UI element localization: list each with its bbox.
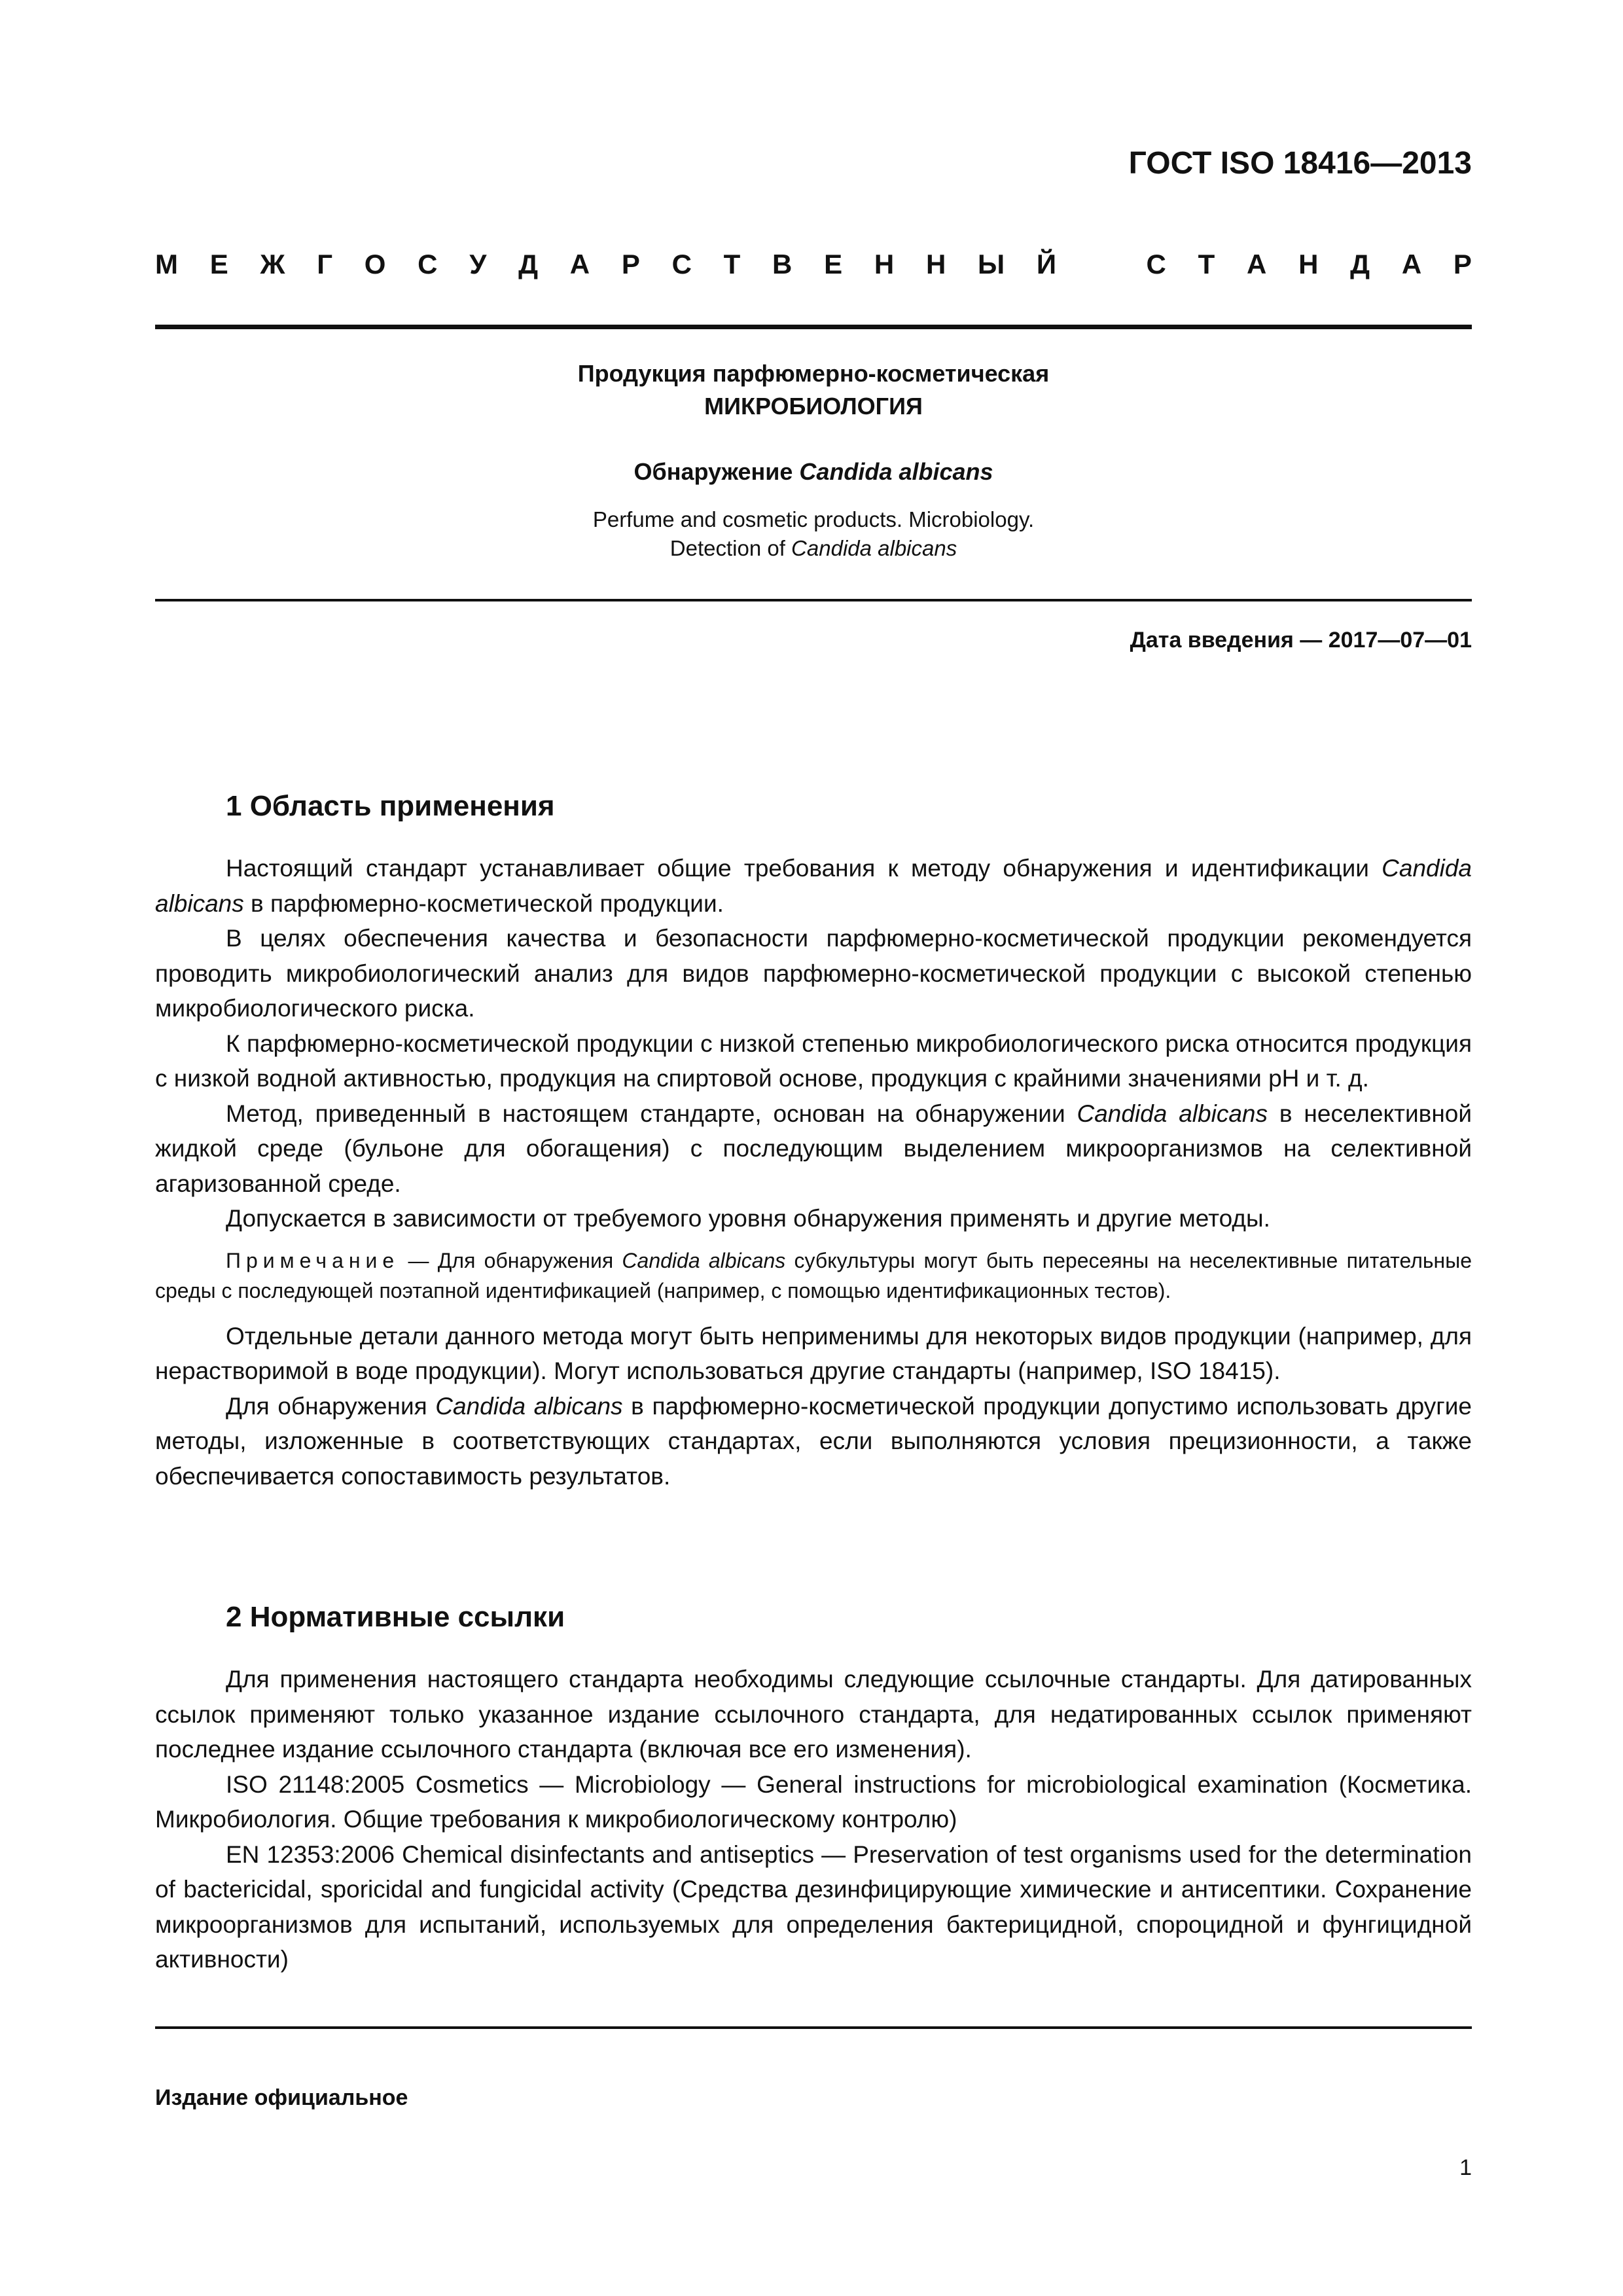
paragraph: Для применения настоящего стандарта необходимы следующие ссылочные стандарты. Для датированных ссылок применяют только указанное издание ссылочного стандарта, для недатированных ссылок применяют последнее издание ссылочного стандарта (включая все его изменения). <box>155 1666 1472 1763</box>
heading-letter: Н <box>925 249 946 279</box>
section-2 <box>155 1598 1472 1977</box>
heading-letter: Д <box>1350 249 1370 279</box>
heading-letter: Е <box>209 249 228 279</box>
heading-letter: М <box>155 249 178 279</box>
header-divider <box>155 325 1472 329</box>
species-name: Candida albicans <box>622 1248 786 1272</box>
heading-letter: А <box>569 249 590 279</box>
heading-letter: Т <box>723 249 741 279</box>
title-line-2: МИКРОБИОЛОГИЯ <box>704 393 923 420</box>
text-span: в парфюмерно-косметической продукции. <box>243 889 724 917</box>
species-name: Candida albicans <box>1077 1100 1268 1127</box>
paragraph <box>155 851 1472 921</box>
en-species: Candida albicans <box>791 536 957 560</box>
paragraph <box>155 1096 1472 1202</box>
reference-en-12353: EN 12353:2006 Chemical disinfectants and antiseptics — Preservation of test organisms used for the determination of bactericidal, sporicidal and fungicidal activity (Средства дезинфицирующие химические и антисептики. Сохранение микроорганизмов для испытаний, используемых для определения бактерицидной, спороцидной и фунгицидной активности) <box>155 1840 1472 1973</box>
interstate-standard-heading <box>155 249 1472 280</box>
heading-letter: В <box>772 249 793 279</box>
heading-word-gap <box>1088 249 1115 280</box>
heading-letter: Й <box>1036 249 1057 279</box>
paragraph <box>155 1389 1472 1494</box>
text-span: в неселективной жидкой среде (бульоне для обогащения) с последующим выделением микроорганизмов на селективной агаризованной среде. <box>155 1100 1472 1197</box>
subtitle-species: Candida albicans <box>799 458 993 485</box>
title-line-1: Продукция парфюмерно-косметическая <box>577 360 1050 387</box>
official-edition-label: Издание официальное <box>155 2085 408 2110</box>
section-2-heading: 2 Нормативные ссылки <box>226 1601 565 1633</box>
heading-letter: Г <box>317 249 332 279</box>
title-en-line-2 <box>155 534 1472 563</box>
heading-letter: Р <box>621 249 640 279</box>
note <box>155 1246 1472 1306</box>
heading-letter: Н <box>874 249 895 279</box>
heading-letter: Р <box>1453 249 1472 279</box>
species-name: Candida albicans <box>435 1392 623 1420</box>
text-span: в парфюмерно-косметической продукции допустимо использовать другие методы, изложенные в соответствующих стандартах, если выполняются условия прецизионности, а также обеспечивается сопоставимость результатов. <box>155 1392 1472 1490</box>
heading-letter: С <box>1146 249 1166 279</box>
title-en-line-1: Perfume and cosmetic products. Microbiology. <box>592 507 1035 531</box>
document-title <box>155 357 1472 563</box>
paragraph: Допускается в зависимости от требуемого уровня обнаружения применять и другие методы. <box>226 1205 1270 1232</box>
section-1 <box>155 787 1472 1494</box>
note-label: Примечание <box>226 1248 400 1272</box>
footer-divider <box>155 2026 1472 2029</box>
heading-letter: Н <box>1298 249 1319 279</box>
heading-letter: Е <box>824 249 843 279</box>
text-span: Настоящий стандарт устанавливает общие требования к методу обнаружения и идентификации <box>226 855 1382 882</box>
reference-iso-21148: ISO 21148:2005 Cosmetics — Microbiology — General instructions for microbiological examination (Косметика. Микробиология. Общие требования к микробиологическому контролю) <box>155 1770 1472 1833</box>
heading-letter: Ы <box>978 249 1005 279</box>
heading-letter: О <box>364 249 386 279</box>
subtitle-prefix: Обнаружение <box>633 458 800 485</box>
text-span: субкультуры могут быть пересеяны на неселективные питательные среды с последующей поэтапной идентификацией (например, с помощью идентификационных тестов). <box>155 1248 1472 1302</box>
paragraph: Отдельные детали данного метода могут быть неприменимы для некоторых видов продукции (например, для нерастворимой в воде продукции). Могут использоваться другие стандарты (например, ISO 18415). <box>155 1322 1472 1384</box>
title-subtitle <box>155 456 1472 488</box>
intro-date: Дата введения — 2017—07—01 <box>1130 628 1472 653</box>
text-span: — Для обнаружения <box>399 1248 622 1272</box>
heading-letter: Д <box>518 249 539 279</box>
heading-letter: А <box>1401 249 1422 279</box>
gost-number: ГОСТ ISO 18416—2013 <box>1128 146 1472 181</box>
heading-letter: С <box>418 249 438 279</box>
text-span: Метод, приведенный в настоящем стандарте, основан на обнаружении <box>226 1100 1077 1127</box>
text-span: Для обнаружения <box>226 1392 436 1420</box>
en-prefix: Detection of <box>669 536 792 560</box>
heading-letter: Т <box>1198 249 1215 279</box>
heading-letter: Ж <box>260 249 285 279</box>
paragraph: К парфюмерно-косметической продукции с низкой степенью микробиологического риска относится продукция с низкой водной активностью, продукция на спиртовой основе, продукция с крайними значениями pH и т. д. <box>155 1030 1472 1092</box>
section-1-heading: 1 Область применения <box>226 790 555 822</box>
species-name: Candida albicans <box>155 855 1472 917</box>
title-divider <box>155 599 1472 601</box>
heading-letter: У <box>469 249 487 279</box>
heading-letter: С <box>671 249 692 279</box>
page-number: 1 <box>1459 2155 1472 2180</box>
paragraph: В целях обеспечения качества и безопасности парфюмерно-косметической продукции рекомендуется проводить микробиологический анализ для видов парфюмерно-косметической продукции с высокой степенью микробиологического риска. <box>155 925 1472 1022</box>
heading-letter: А <box>1247 249 1267 279</box>
